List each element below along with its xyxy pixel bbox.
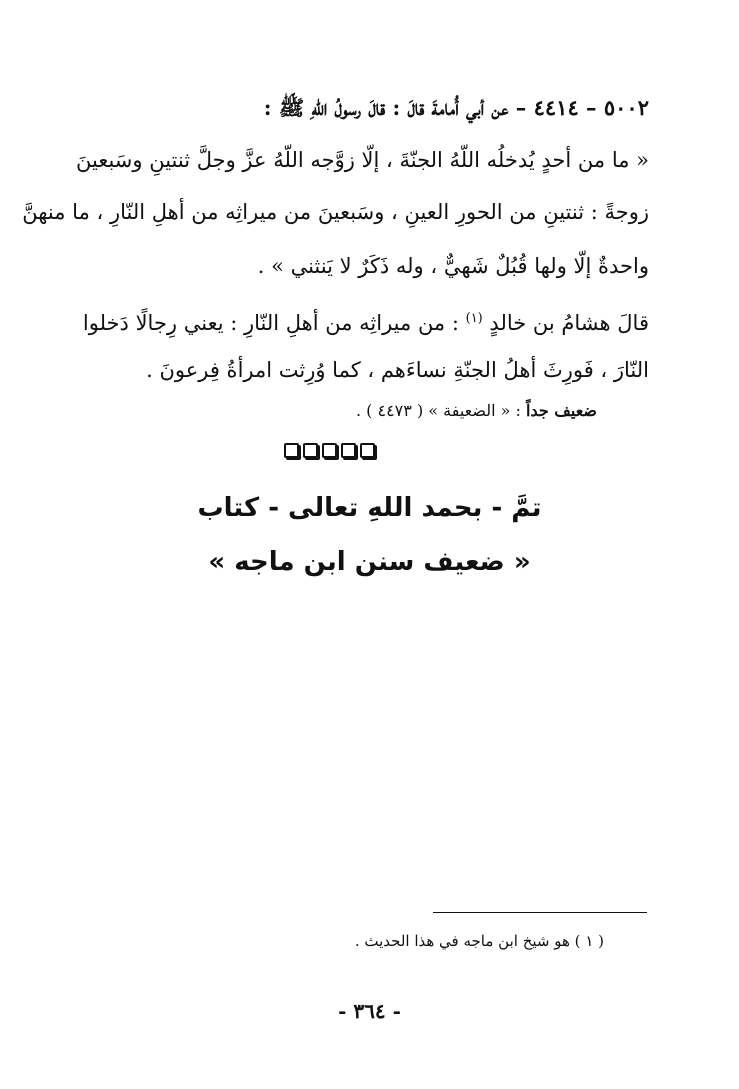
hadith-line-4: واحدةٌ إلّا ولها قُبُلٌ شَهيٌّ ، وله ذَكَرٌ لا يَنثني » .	[257, 254, 649, 278]
grade-reference: : « الضعيفة » ( ٤٤٧٣ ) .	[355, 401, 526, 420]
commentary-line-1	[82, 305, 649, 337]
footnote-reference: (١)	[465, 311, 483, 326]
separator-box-icon	[284, 443, 299, 458]
commentary-text-start: قالَ هشامُ بن خالدٍ	[482, 311, 649, 335]
hadith-line-1	[264, 94, 649, 122]
footnote-divider	[433, 912, 647, 913]
closing-book-title: « ضعيف سنن ابن ماجه »	[208, 547, 531, 577]
page-number: - ٣٦٤ -	[338, 999, 401, 1023]
hadith-line-2: « ما من أحدٍ يُدخلُه اللّهُ الجنّةَ ، إلّا زوَّجه اللّهُ عزَّ وجلَّ ثنتينِ وسَبعينَ	[76, 148, 649, 172]
footnote: ( ١ ) هو شيخ ابن ماجه في هذا الحديث .	[354, 932, 604, 950]
grade-label: ضعيف جداً	[526, 401, 597, 420]
separator-box-icon	[303, 443, 318, 458]
hadith-line-3: زوجةً : ثنتينِ من الحورِ العينِ ، وسَبعينَ من ميراثِه من أهلِ النّارِ ، ما منهنَّ	[22, 200, 649, 224]
separator-box-icon	[341, 443, 356, 458]
commentary-line-2: النّارَ ، فَورِثَ أهلُ الجنّةِ نساءَهم ، كما وُرِثت امرأةُ فِرعونَ .	[146, 358, 649, 382]
closing-line-1: تمَّ - بحمد اللهِ تعالى - كتاب	[197, 493, 542, 523]
section-separator	[284, 443, 375, 458]
separator-box-icon	[322, 443, 337, 458]
commentary-text-end: : من ميراثِه من أهلِ النّارِ : يعني رِجالًا دَخلوا	[82, 311, 466, 335]
hadith-heading-text: ٥٠٠٢ – ٤٤١٤ – عن أبي أُمامةَ قالَ : قالَ رسولُ اللّهِ ﷺ :	[263, 95, 649, 120]
separator-box-icon	[360, 443, 375, 458]
hadith-grade	[356, 400, 597, 422]
